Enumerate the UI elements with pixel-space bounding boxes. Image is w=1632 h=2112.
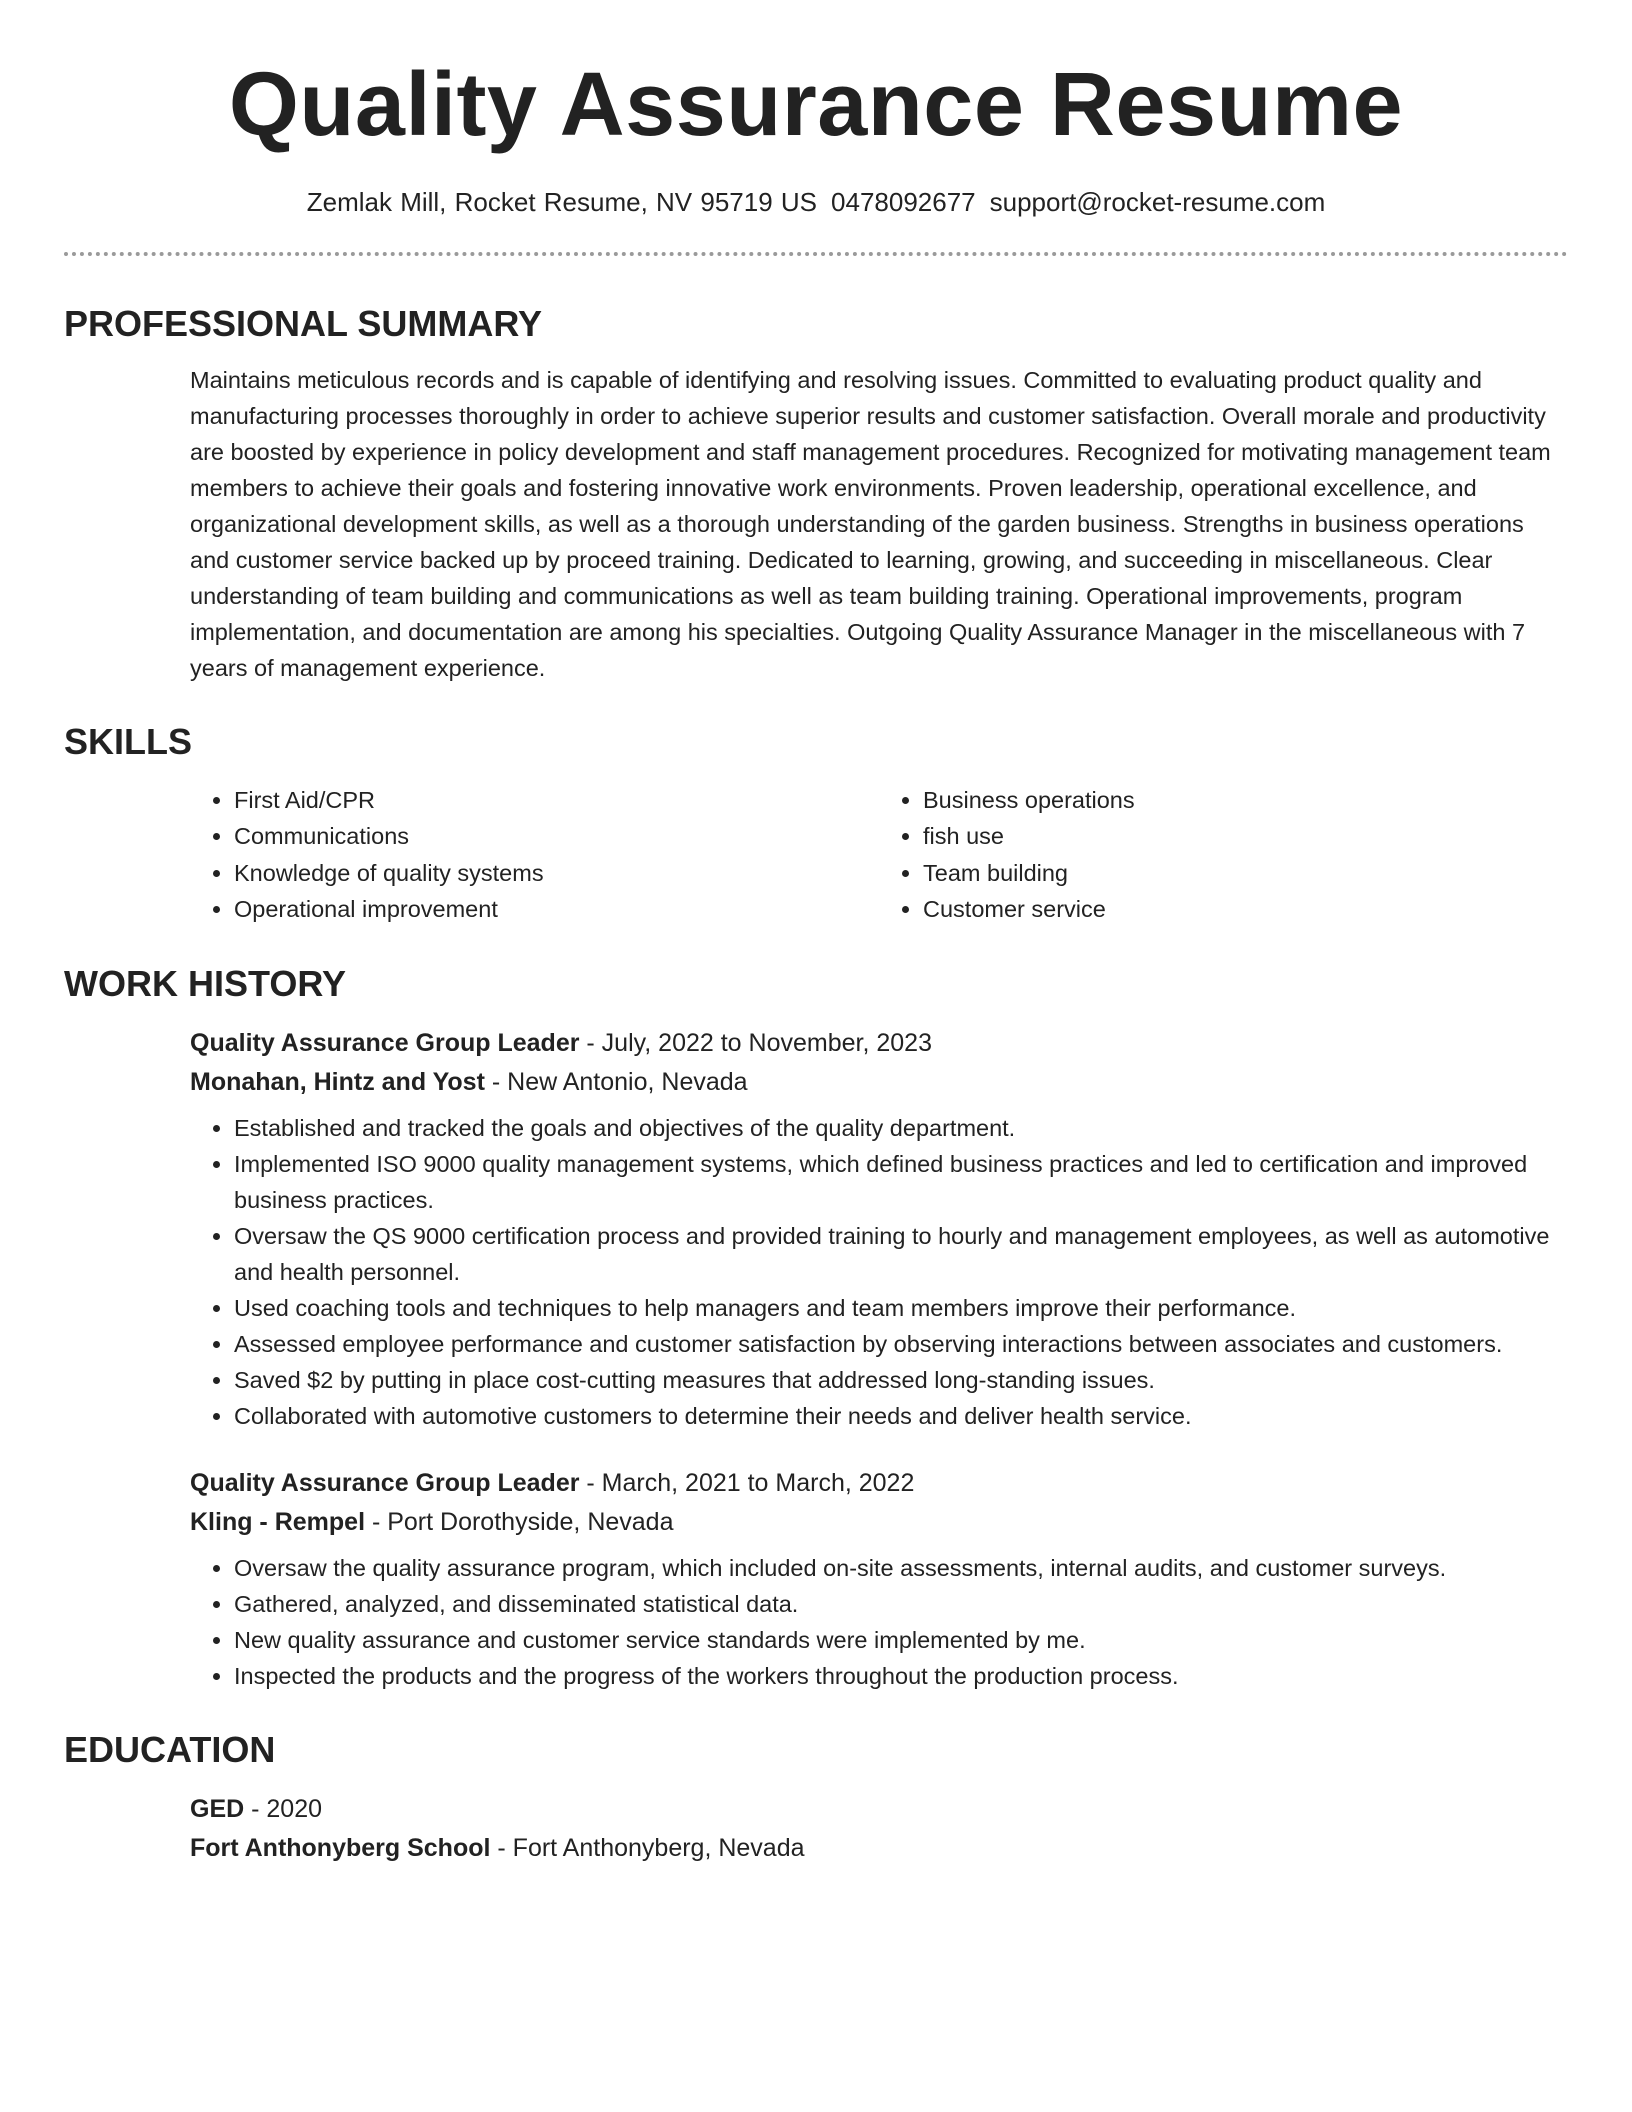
education-school-line <box>190 1829 1568 1868</box>
job-entry <box>190 1464 1568 1694</box>
education-school: Fort Anthonyberg School <box>190 1833 491 1862</box>
job-role-line <box>190 1464 1568 1503</box>
contact-email: support@rocket-resume.com <box>989 186 1326 217</box>
resume-header <box>0 0 1632 218</box>
contact-line <box>0 187 1632 218</box>
skills-section <box>64 720 1568 928</box>
skill-item: • Operational improvement <box>234 891 879 928</box>
education-location: - Fort Anthonyberg, Nevada <box>490 1833 805 1862</box>
education-section <box>64 1728 1568 1868</box>
job-dates: - March, 2021 to March, 2022 <box>579 1468 915 1497</box>
job-bullet: • Used coaching tools and techniques to help managers and team members improve their performance. <box>234 1290 1568 1326</box>
education-degree-line <box>190 1790 1568 1829</box>
job-bullets <box>190 1550 1568 1694</box>
education-year: - 2020 <box>244 1794 323 1823</box>
job-bullets <box>190 1110 1568 1434</box>
job-location: - New Antonio, Nevada <box>484 1067 748 1096</box>
job-bullet: • Oversaw the quality assurance program, which included on-site assessments, internal audits, and customer surveys. <box>234 1550 1568 1586</box>
job-company-line <box>190 1503 1568 1542</box>
skills-body <box>190 782 1568 928</box>
work-section <box>64 962 1568 1694</box>
job-dates: - July, 2022 to November, 2023 <box>579 1028 932 1057</box>
skill-item: • Team building <box>923 855 1568 892</box>
education-degree: GED <box>190 1794 245 1823</box>
job-bullet: • Oversaw the QS 9000 certification process and provided training to hourly and management employees, as well as automotive and health personnel. <box>234 1218 1568 1290</box>
job-bullet: • Gathered, analyzed, and disseminated statistical data. <box>234 1586 1568 1622</box>
job-bullet: • Inspected the products and the progress of the workers throughout the production process. <box>234 1658 1568 1694</box>
skill-item: • Communications <box>234 818 879 855</box>
job-bullet: • Assessed employee performance and customer satisfaction by observing interactions between associates and customers. <box>234 1326 1568 1362</box>
work-heading: WORK HISTORY <box>64 962 347 1004</box>
job-role: Quality Assurance Group Leader <box>190 1028 580 1057</box>
skills-heading: SKILLS <box>64 720 193 762</box>
job-company: Kling - Rempel <box>190 1507 366 1536</box>
skill-item: • First Aid/CPR <box>234 782 879 819</box>
education-body <box>190 1790 1568 1868</box>
job-role-line <box>190 1024 1568 1063</box>
contact-address: Zemlak Mill, Rocket Resume, NV 95719 US <box>306 186 818 217</box>
skill-item: • Business operations <box>923 782 1568 819</box>
job-bullet: • Implemented ISO 9000 quality management systems, which defined business practices and led to certification and improved business practices. <box>234 1146 1568 1218</box>
job-bullet: • Established and tracked the goals and objectives of the quality department. <box>234 1110 1568 1146</box>
header-divider <box>64 252 1568 256</box>
education-heading: EDUCATION <box>64 1728 276 1770</box>
resume-title: Quality Assurance Resume <box>228 55 1404 155</box>
job-company-line <box>190 1063 1568 1102</box>
job-bullet: • Saved $2 by putting in place cost-cutting measures that addressed long-standing issues. <box>234 1362 1568 1398</box>
skills-list-right <box>879 782 1568 928</box>
summary-heading: PROFESSIONAL SUMMARY <box>64 302 543 344</box>
summary-text: Maintains meticulous records and is capable of identifying and resolving issues. Committed to evaluating product quality and manufacturing processes thoroughly in order to achieve superior results and customer satisfaction. Overall morale and productivity are boosted by experience in policy development and staff management procedures. Recognized for motivating management team members to achieve their goals and fostering innovative work environments. Proven leadership, operational excellence, and organizational development skills, as well as a thorough understanding of the garden business. Strengths in business operations and customer service backed up by proceed training. Dedicated to learning, growing, and succeeding in miscellaneous. Clear understanding of team building and communications as well as team building training. Operational improvements, program implementation, and documentation are among his specialties. Outgoing Quality Assurance Manager in the miscellaneous with 7 years of management experience. <box>190 366 1551 681</box>
work-body <box>190 1024 1568 1694</box>
skill-item: • Knowledge of quality systems <box>234 855 879 892</box>
job-entry <box>190 1024 1568 1434</box>
job-role: Quality Assurance Group Leader <box>190 1468 580 1497</box>
skills-list-left <box>190 782 879 928</box>
summary-section <box>64 302 1568 686</box>
skills-grid <box>190 782 1568 928</box>
job-bullet: • Collaborated with automotive customers to determine their needs and deliver health service. <box>234 1398 1568 1434</box>
job-bullet: • New quality assurance and customer service standards were implemented by me. <box>234 1622 1568 1658</box>
skill-item: • Customer service <box>923 891 1568 928</box>
summary-body <box>190 362 1568 686</box>
contact-phone: 0478092677 <box>831 186 976 217</box>
job-company: Monahan, Hintz and Yost <box>190 1067 485 1096</box>
job-location: - Port Dorothyside, Nevada <box>365 1507 674 1536</box>
skill-item: • fish use <box>923 818 1568 855</box>
